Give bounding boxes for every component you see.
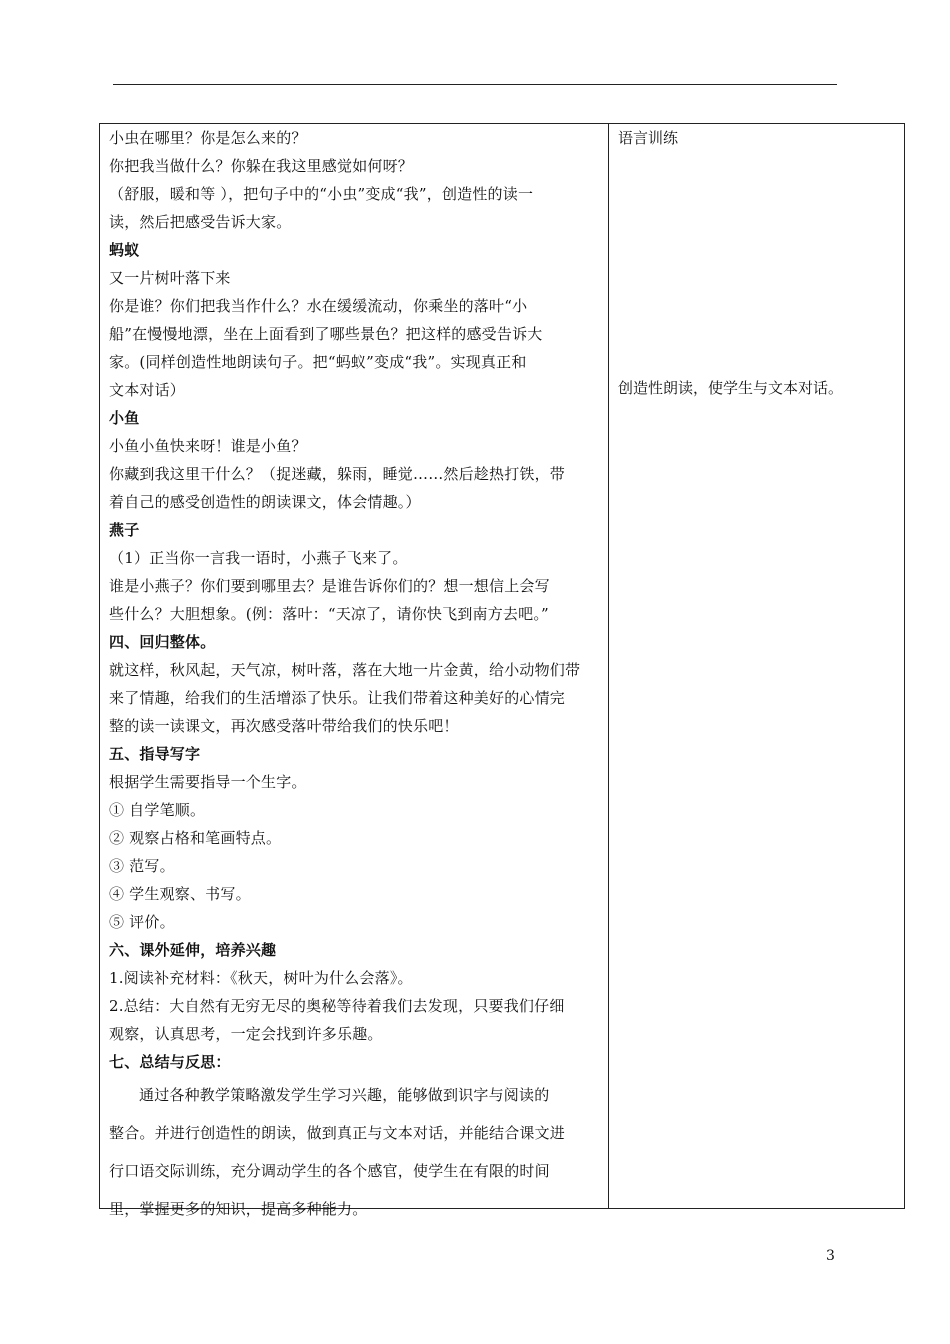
text-line: （舒服，暖和等 ），把句子中的“小虫”变成“我”，创造性的读一 xyxy=(109,185,534,203)
section-heading: 五、指导写字 xyxy=(109,745,201,763)
text-line: 整的读一读课文，再次感受落叶带给我们的快乐吧！ xyxy=(109,717,459,735)
lesson-table xyxy=(99,123,905,1218)
text-line: ④ 学生观察、书写。 xyxy=(109,885,251,903)
text-line: 小虫在哪里？你是怎么来的？ xyxy=(109,129,307,147)
section-heading: 蚂蚁 xyxy=(109,241,140,259)
text-line: 你是谁？你们把我当作什么？水在缓缓流动，你乘坐的落叶“小 xyxy=(109,297,528,315)
text-line: ③ 范写。 xyxy=(109,857,175,875)
text-line: 家。(同样创造性地朗读句子。把“蚂蚁”变成“我”。实现真正和 xyxy=(109,353,527,371)
text-line: 些什么？大胆想象。(例：落叶：“天凉了，请你快飞到南方去吧。” xyxy=(109,605,549,623)
text-line: ⑤ 评价。 xyxy=(109,913,175,931)
summary-line: 整合。并进行创造性的朗读，做到真正与文本对话，并能结合课文进 xyxy=(109,1124,566,1142)
text-line: 读，然后把感受告诉大家。 xyxy=(109,213,292,231)
section-heading: 燕子 xyxy=(109,521,140,539)
summary-line: 里，掌握更多的知识，提高多种能力。 xyxy=(109,1200,368,1218)
note-language-training: 语言训练 xyxy=(618,129,679,147)
note-creative-reading: 创造性朗读，使学生与文本对话。 xyxy=(618,379,844,397)
header-rule xyxy=(113,84,837,85)
text-line: 来了情趣，给我们的生活增添了快乐。让我们带着这种美好的心情完 xyxy=(109,689,566,707)
text-line: 文本对话） xyxy=(109,381,186,399)
section-heading: 七、总结与反思： xyxy=(109,1053,231,1071)
text-line: （1）正当你一言我一语时，小燕子飞来了。 xyxy=(109,549,408,567)
text-line: 又一片树叶落下来 xyxy=(109,269,231,287)
summary-paragraph xyxy=(109,1076,601,1228)
text-line: 你把我当做什么？你躲在我这里感觉如何呀？ xyxy=(109,157,414,175)
text-line: 你藏到我这里干什么？（捉迷藏，躲雨，睡觉……然后趁热打铁，带 xyxy=(109,465,566,483)
text-line: 船”在慢慢地漂，坐在上面看到了哪些景色？把这样的感受告诉大 xyxy=(109,325,543,343)
section-heading: 六、课外延伸，培养兴趣 xyxy=(109,941,277,959)
text-line: 1.阅读补充材料：《秋天，树叶为什么会落》。 xyxy=(109,969,413,987)
text-line: 观察，认真思考，一定会找到许多乐趣。 xyxy=(109,1025,383,1043)
text-line: 谁是小燕子？你们要到哪里去？是谁告诉你们的？想一想信上会写 xyxy=(109,577,550,595)
text-line: 2.总结：大自然有无穷无尽的奥秘等待着我们去发现，只要我们仔细 xyxy=(109,997,565,1015)
text-line: ② 观察占格和笔画特点。 xyxy=(109,829,282,847)
text-line: 着自己的感受创造性的朗读课文，体会情趣。） xyxy=(109,493,421,511)
summary-line: 通过各种教学策略激发学生学习兴趣，能够做到识字与阅读的 xyxy=(139,1086,550,1104)
text-line: 小鱼小鱼快来呀！谁是小鱼？ xyxy=(109,437,307,455)
section-heading: 四、回归整体。 xyxy=(109,633,216,651)
summary-line: 行口语交际训练，充分调动学生的各个感官，使学生在有限的时间 xyxy=(109,1162,550,1180)
lesson-content-column xyxy=(109,124,601,1228)
section-heading: 小鱼 xyxy=(109,409,140,427)
text-line: 根据学生需要指导一个生字。 xyxy=(109,773,307,791)
text-line: ① 自学笔顺。 xyxy=(109,801,206,819)
text-line: 就这样，秋风起，天气凉，树叶落，落在大地一片金黄，给小动物们带 xyxy=(109,661,581,679)
page-number: 3 xyxy=(826,1248,835,1264)
lesson-steps xyxy=(109,124,601,1076)
column-divider xyxy=(608,124,609,1208)
